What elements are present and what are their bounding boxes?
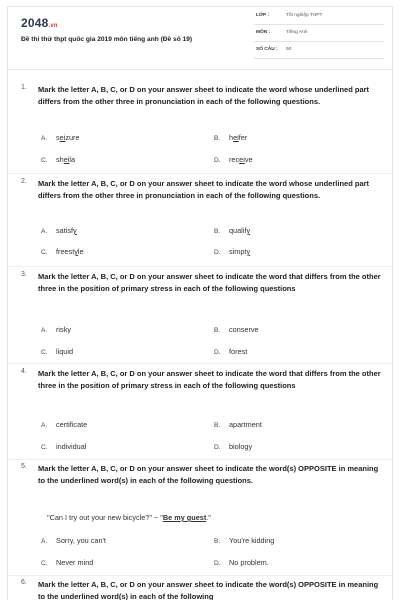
- option-d[interactable]: D. receive: [214, 155, 253, 164]
- option-d[interactable]: D. biology: [214, 442, 253, 451]
- option-c[interactable]: C. freestyle: [41, 247, 84, 256]
- meta-label-count: SỐ CÂU :: [256, 47, 278, 52]
- option-b[interactable]: B. heifer: [214, 133, 248, 142]
- option-a[interactable]: A. seizure: [41, 133, 80, 142]
- option-d[interactable]: D. simpty: [214, 247, 251, 256]
- divider: [8, 459, 393, 460]
- option-a[interactable]: A. certificate: [41, 420, 88, 429]
- option-c[interactable]: C. individual: [41, 442, 87, 451]
- divider: [8, 173, 393, 174]
- question-number: 2.: [21, 178, 27, 185]
- underlined-phrase: Be my guest: [162, 513, 207, 522]
- question-text: Mark the letter A, B, C, or D on your answer sheet to indicate the word that differs from the other three in the position of primary stress in each of the following questions: [38, 369, 381, 390]
- question-prompt: "Can I try out your new bicycle?" ~ "Be my guest.": [47, 513, 211, 522]
- question-text: Mark the letter A, B, C, or D on your answer sheet to indicate the word whose underlined part differs from the other three in pronunciation in each of the following questions.: [38, 85, 370, 106]
- option-d[interactable]: D. forest: [214, 347, 248, 356]
- exam-header: [8, 7, 392, 70]
- option-b[interactable]: B. qualify: [214, 226, 251, 235]
- logo-text: 2048: [21, 16, 49, 30]
- question-number: 5.: [21, 463, 27, 470]
- logo-tld: .vn: [48, 23, 58, 29]
- option-b[interactable]: B. You're kidding: [214, 536, 275, 545]
- meta-row-class: [254, 10, 384, 25]
- question-text: Mark the letter A, B, C, or D on your answer sheet to indicate the word(s) OPPOSITE in meaning to the underlined word(s) in each of the following: [38, 580, 379, 600]
- meta-value-class: Tốt nghiệp THPT: [286, 13, 323, 18]
- question-number: 1.: [21, 84, 27, 91]
- question-number: 4.: [21, 368, 27, 375]
- divider: [8, 575, 393, 576]
- meta-label-subject: MÔN :: [256, 30, 271, 35]
- exam-title: Đề thi thử thpt quốc gia 2019 môn tiếng anh (Đề số 19): [21, 36, 193, 43]
- meta-row-subject: [254, 27, 384, 42]
- option-a[interactable]: A. risky: [41, 325, 71, 334]
- question-number: 3.: [21, 271, 27, 278]
- option-c[interactable]: C. Never mind: [41, 558, 94, 567]
- question-text: Mark the letter A, B, C, or D on your answer sheet to indicate the word that differs from the other three in the position of primary stress in each of the following questions: [38, 272, 381, 293]
- option-b[interactable]: B. apartment: [214, 420, 262, 429]
- divider: [8, 266, 393, 267]
- option-c[interactable]: C. sheila: [41, 155, 76, 164]
- meta-row-count: [254, 44, 384, 59]
- meta-label-class: LỚP :: [256, 13, 270, 18]
- meta-value-count: 50: [286, 47, 292, 52]
- divider: [8, 363, 393, 364]
- question-text: Mark the letter A, B, C, or D on your answer sheet to indicate the word whose underlined part differs from the other three in pronunciation in each of the following questions.: [38, 179, 370, 200]
- meta-value-subject: Tiếng Anh: [286, 30, 308, 35]
- exam-sheet: [7, 6, 393, 600]
- option-d[interactable]: D. No problem.: [214, 558, 269, 567]
- option-a[interactable]: A. Sorry, you can't: [41, 536, 106, 545]
- option-b[interactable]: B. conserve: [214, 325, 259, 334]
- site-logo[interactable]: [21, 16, 58, 30]
- question-number: 6.: [21, 579, 27, 586]
- option-a[interactable]: A. satisfy: [41, 226, 77, 235]
- option-c[interactable]: C. liquid: [41, 347, 74, 356]
- question-text: Mark the letter A, B, C, or D on your answer sheet to indicate the word(s) OPPOSITE in meaning to the underlined word(s) in each of the following questions.: [38, 464, 379, 485]
